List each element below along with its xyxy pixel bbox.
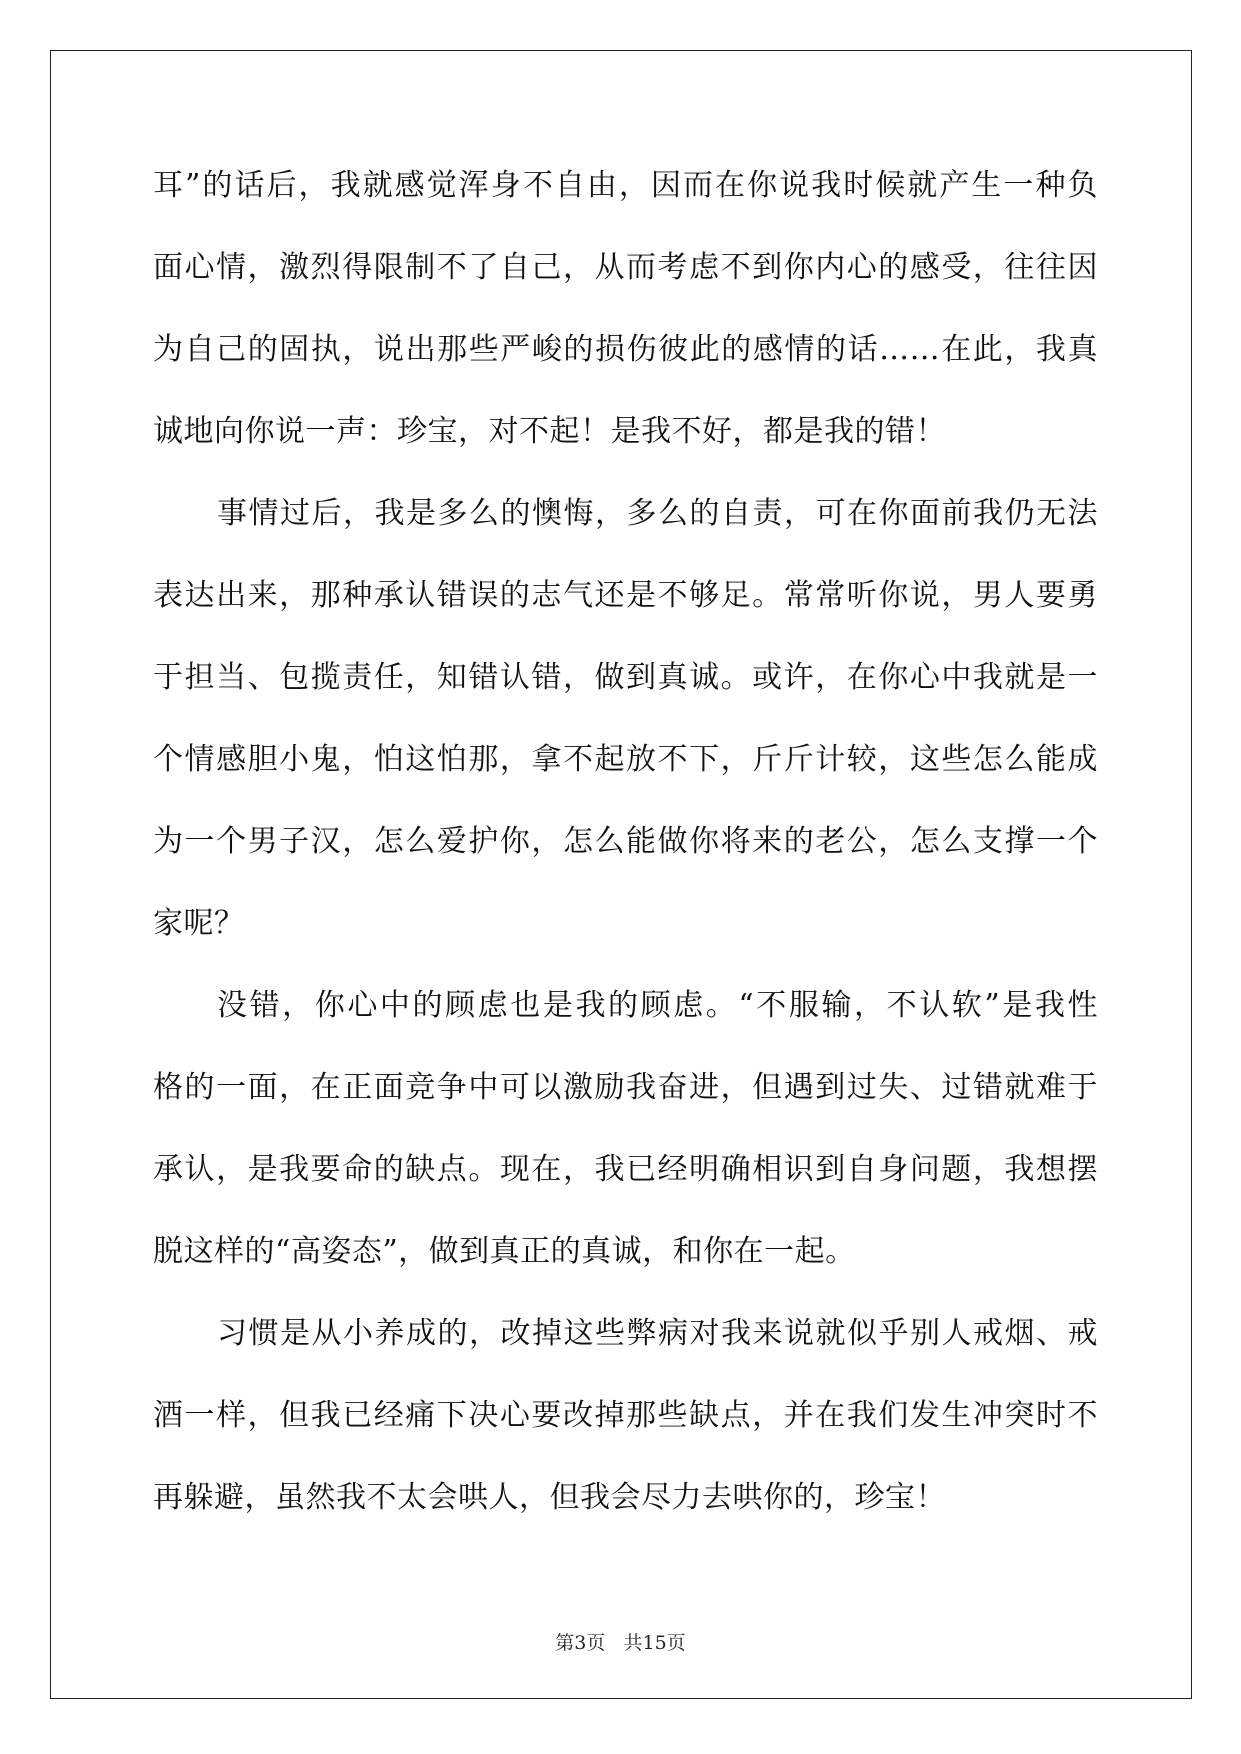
paragraph-2-line-3: 于担当、包揽责任，知错认错，做到真诚。或许，在你心中我就是一	[153, 660, 1098, 695]
paragraph-4-line-1: 习惯是从小养成的，改掉这些弊病对我来说就似乎别人戒烟、戒	[217, 1316, 1098, 1351]
paragraph-1-line-4: 诚地向你说一声：珍宝，对不起！是我不好，都是我的错！	[153, 414, 946, 449]
paragraph-3-line-3: 承认，是我要命的缺点。现在，我已经明确相识到自身问题，我想摆	[153, 1152, 1098, 1187]
paragraph-1-line-1: 耳”的话后，我就感觉浑身不自由，因而在你说我时候就产生一种负	[153, 168, 1098, 203]
paragraph-4-line-2: 酒一样，但我已经痛下决心要改掉那些缺点，并在我们发生冲突时不	[153, 1398, 1098, 1433]
paragraph-2-line-1: 事情过后，我是多么的懊悔，多么的自责，可在你面前我仍无法	[217, 496, 1098, 531]
paragraph-3-line-2: 格的一面，在正面竞争中可以激励我奋进，但遇到过失、过错就难于	[153, 1070, 1098, 1105]
page-number: 第3页 共15页	[555, 1632, 686, 1654]
paragraph-2-line-5: 为一个男子汉，怎么爱护你，怎么能做你将来的老公，怎么支撑一个	[153, 824, 1098, 859]
paragraph-4-line-3: 再躲避，虽然我不太会哄人，但我会尽力去哄你的，珍宝！	[153, 1480, 946, 1515]
paragraph-2-line-4: 个情感胆小鬼，怕这怕那，拿不起放不下，斤斤计较，这些怎么能成	[153, 742, 1098, 777]
paragraph-3-line-1: 没错，你心中的顾虑也是我的顾虑。“不服输，不认软”是我性	[217, 988, 1098, 1023]
paragraph-1-line-3: 为自己的固执，说出那些严峻的损伤彼此的感情的话……在此，我真	[153, 332, 1098, 367]
paragraph-1-line-2: 面心情，激烈得限制不了自己，从而考虑不到你内心的感受，往往因	[153, 250, 1098, 285]
paragraph-2-line-2: 表达出来，那种承认错误的志气还是不够足。常常听你说，男人要勇	[153, 578, 1098, 613]
paragraph-3-line-4: 脱这样的“高姿态”，做到真正的真诚，和你在一起。	[153, 1234, 856, 1269]
paragraph-2-line-6: 家呢？	[153, 906, 245, 941]
document-body	[153, 160, 1098, 1554]
